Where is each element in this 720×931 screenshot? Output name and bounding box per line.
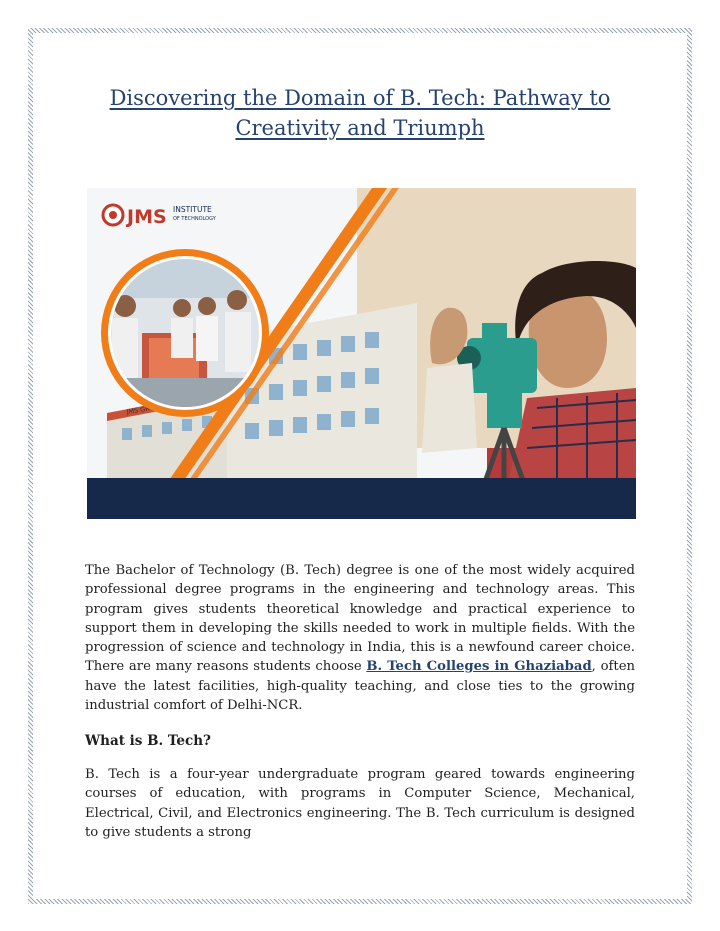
svg-text:OF TECHNOLOGY: OF TECHNOLOGY: [173, 216, 216, 222]
hero-image: [87, 188, 636, 519]
document-title: Discovering the Domain of B. Tech: Pathway to Creativity and Triumph: [109, 86, 611, 140]
lab-photo-inset: [101, 249, 269, 418]
section-heading: What is B. Tech?: [85, 733, 211, 749]
btech-colleges-link[interactable]: B. Tech Colleges in Ghaziabad: [366, 659, 592, 675]
section-paragraph: B. Tech is a four-year undergraduate program geared towards engineering courses of education, with programs in Computer Science, Mechanical, Electrical, Civil, and Electronics engineering. The B. Tech curriculum is designed to give students a strong: [85, 767, 635, 840]
svg-text:JMS: JMS: [127, 206, 167, 228]
intro-paragraph: The Bachelor of Technology (B. Tech) degree is one of the most widely acquired professional degree programs in the engineering and technology areas. This program gives students theoretical knowledge and practical experience to support them in developing the skills needed to work in multiple fields. With the progression of science and technology in India, this is a newfound career choice. There are many reasons students choose B. Tech Colleges in Ghaziabad, often have the latest facilities, high-quality teaching, and close ties to the growing industrial comfort of Delhi-NCR.: [85, 563, 635, 714]
svg-text:INSTITUTE: INSTITUTE: [173, 205, 212, 214]
